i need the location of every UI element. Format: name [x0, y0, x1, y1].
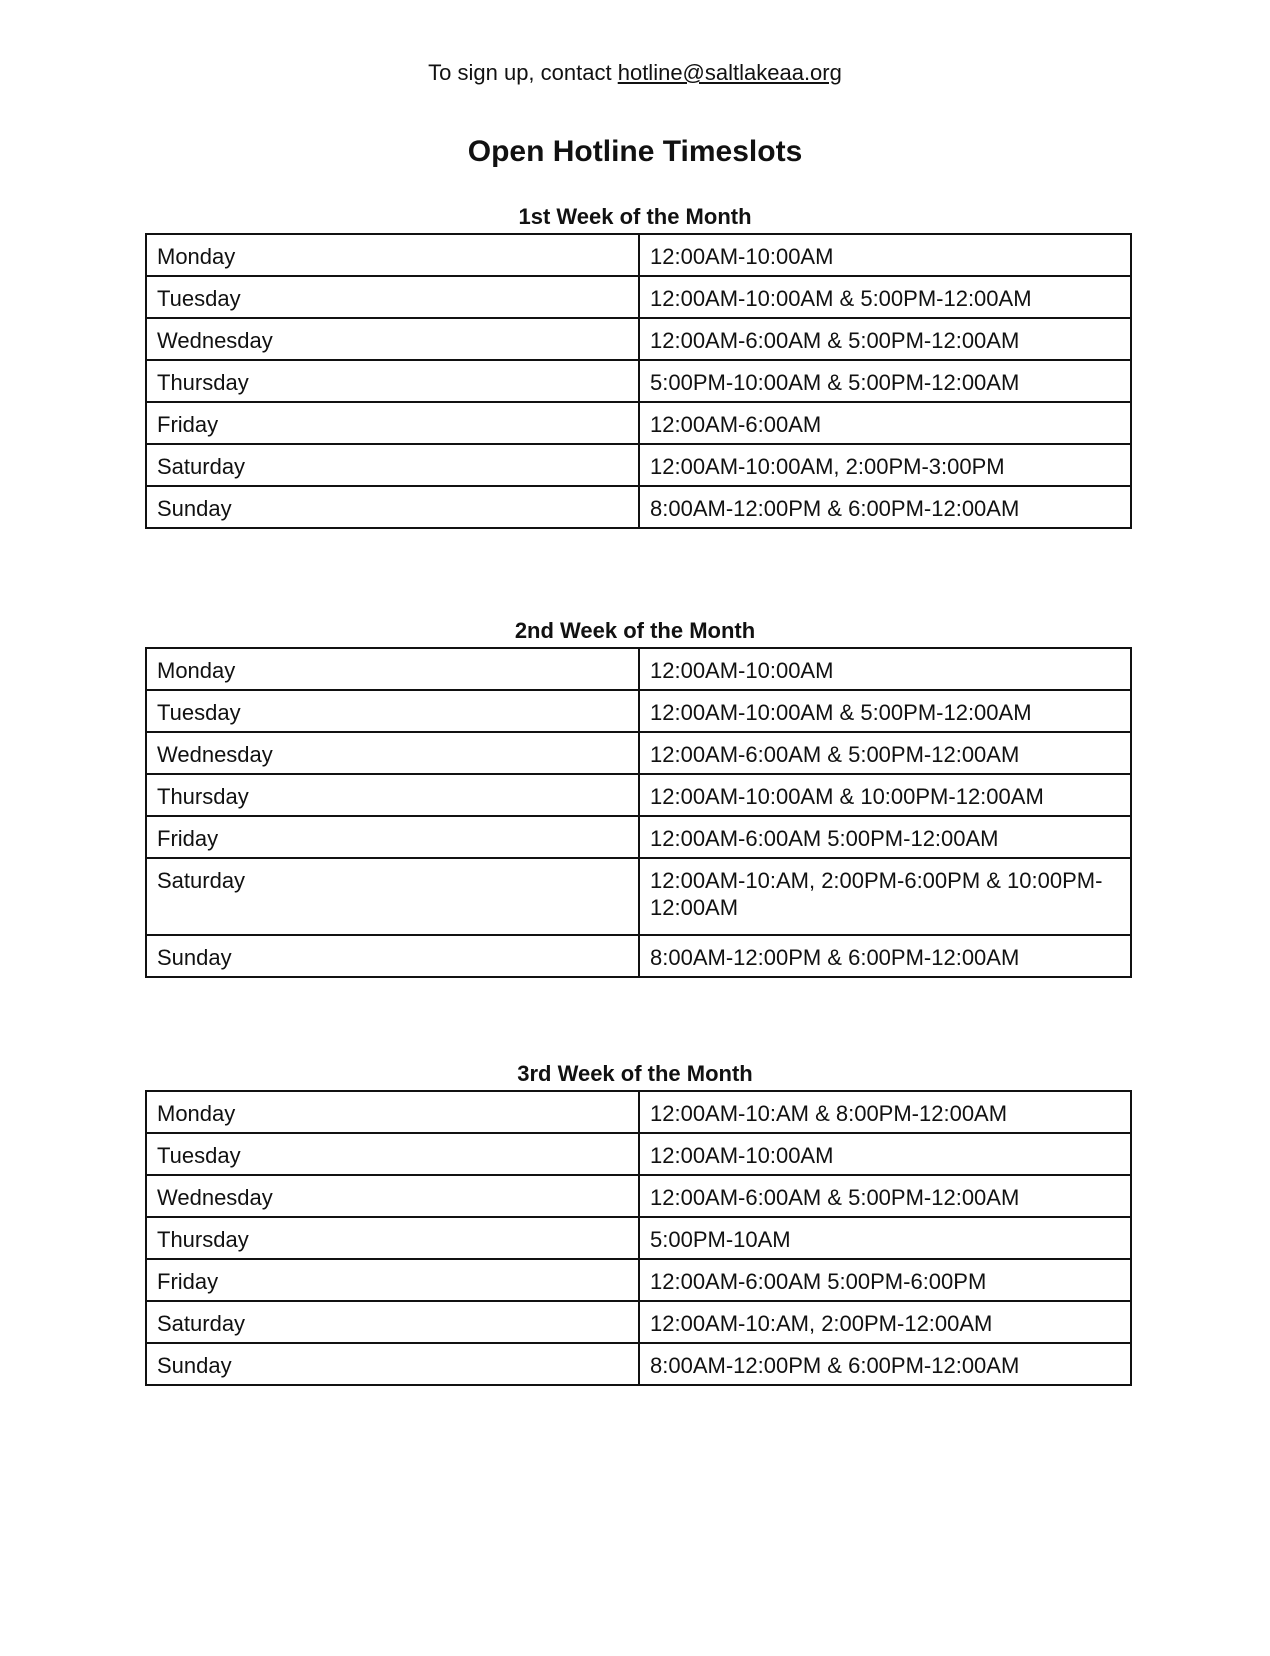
day-cell: Tuesday [146, 1133, 639, 1175]
table-row [146, 486, 1131, 528]
day-cell: Friday [146, 1259, 639, 1301]
week-2-heading: 2nd Week of the Month [514, 618, 756, 643]
day-cell: Saturday [146, 444, 639, 486]
slots-cell: 8:00AM-12:00PM & 6:00PM-12:00AM [639, 1343, 1131, 1385]
slots-cell: 12:00AM-6:00AM & 5:00PM-12:00AM [639, 318, 1131, 360]
table-row [146, 816, 1131, 858]
table-row [146, 1301, 1131, 1343]
table-row [146, 1133, 1131, 1175]
day-cell: Thursday [146, 1217, 639, 1259]
day-cell: Thursday [146, 360, 639, 402]
day-cell: Tuesday [146, 690, 639, 732]
day-cell: Saturday [146, 1301, 639, 1343]
slots-cell: 12:00AM-10:00AM & 5:00PM-12:00AM [639, 690, 1131, 732]
slots-cell: 12:00AM-10:00AM [639, 234, 1131, 276]
week-2-table [145, 647, 1132, 978]
slots-cell: 12:00AM-10:00AM & 5:00PM-12:00AM [639, 276, 1131, 318]
day-cell: Wednesday [146, 1175, 639, 1217]
day-cell: Wednesday [146, 732, 639, 774]
day-cell: Tuesday [146, 276, 639, 318]
slots-cell: 12:00AM-6:00AM 5:00PM-6:00PM [639, 1259, 1131, 1301]
table-row [146, 774, 1131, 816]
slots-cell: 8:00AM-12:00PM & 6:00PM-12:00AM [639, 935, 1131, 977]
slots-cell: 12:00AM-10:00AM [639, 648, 1131, 690]
table-row [146, 1343, 1131, 1385]
table-row [146, 1217, 1131, 1259]
day-cell: Monday [146, 1091, 639, 1133]
slots-cell: 12:00AM-10:00AM, 2:00PM-3:00PM [639, 444, 1131, 486]
page-title: Open Hotline Timeslots [467, 135, 803, 168]
week-3-table [145, 1090, 1132, 1386]
day-cell: Friday [146, 402, 639, 444]
day-cell: Wednesday [146, 318, 639, 360]
week-3-heading: 3rd Week of the Month [517, 1061, 753, 1086]
day-cell: Thursday [146, 774, 639, 816]
table-row [146, 402, 1131, 444]
hotline-email-link[interactable]: hotline@saltlakeaa.org [617, 60, 842, 85]
slots-cell: 12:00AM-10:AM, 2:00PM-6:00PM & 10:00PM-12:00AM [639, 858, 1131, 935]
slots-cell: 12:00AM-10:00AM & 10:00PM-12:00AM [639, 774, 1131, 816]
table-row [146, 1259, 1131, 1301]
table-row [146, 1091, 1131, 1133]
signup-prefix: To sign up, contact [428, 60, 612, 85]
slots-cell: 5:00PM-10AM [639, 1217, 1131, 1259]
table-row [146, 318, 1131, 360]
slots-cell: 8:00AM-12:00PM & 6:00PM-12:00AM [639, 486, 1131, 528]
slots-cell: 12:00AM-10:00AM [639, 1133, 1131, 1175]
table-row [146, 648, 1131, 690]
week-1-table [145, 233, 1132, 529]
slots-cell: 12:00AM-10:AM, 2:00PM-12:00AM [639, 1301, 1131, 1343]
table-row [146, 360, 1131, 402]
day-cell: Monday [146, 648, 639, 690]
signup-line [0, 58, 1270, 88]
slots-cell: 12:00AM-10:AM & 8:00PM-12:00AM [639, 1091, 1131, 1133]
table-row [146, 276, 1131, 318]
day-cell: Friday [146, 816, 639, 858]
day-cell: Sunday [146, 1343, 639, 1385]
table-row [146, 732, 1131, 774]
day-cell: Sunday [146, 935, 639, 977]
slots-cell: 12:00AM-6:00AM & 5:00PM-12:00AM [639, 1175, 1131, 1217]
table-row [146, 444, 1131, 486]
slots-cell: 12:00AM-6:00AM 5:00PM-12:00AM [639, 816, 1131, 858]
table-row [146, 935, 1131, 977]
day-cell: Sunday [146, 486, 639, 528]
table-row [146, 234, 1131, 276]
slots-cell: 5:00PM-10:00AM & 5:00PM-12:00AM [639, 360, 1131, 402]
slots-cell: 12:00AM-6:00AM & 5:00PM-12:00AM [639, 732, 1131, 774]
week-1-heading: 1st Week of the Month [518, 204, 752, 229]
table-row [146, 858, 1131, 935]
day-cell: Saturday [146, 858, 639, 935]
table-row [146, 690, 1131, 732]
table-row [146, 1175, 1131, 1217]
day-cell: Monday [146, 234, 639, 276]
slots-cell: 12:00AM-6:00AM [639, 402, 1131, 444]
